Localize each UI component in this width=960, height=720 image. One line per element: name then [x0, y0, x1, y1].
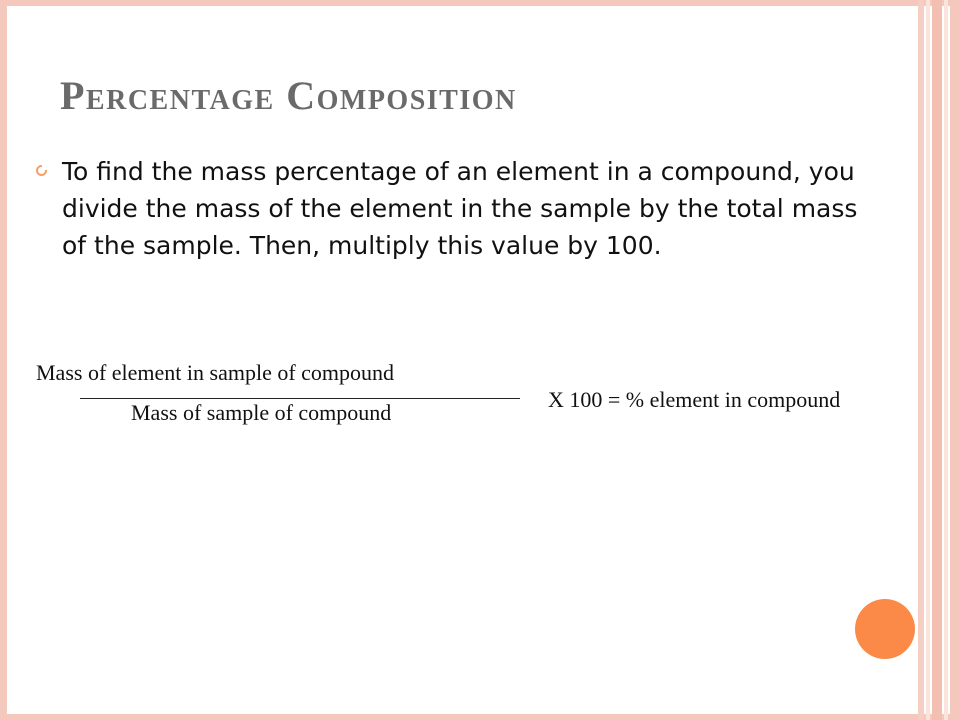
side-stripe — [932, 0, 942, 720]
frame-left-border — [0, 0, 7, 720]
formula-denominator: Mass of sample of compound — [131, 400, 392, 425]
bullet-ring-icon — [36, 165, 47, 176]
fraction-bar — [80, 398, 520, 399]
slide-title: Percentage Composition — [60, 73, 517, 118]
side-stripe — [950, 0, 960, 720]
formula-result: X 100 = % element in compound — [548, 387, 841, 412]
frame-top-border — [0, 0, 960, 6]
side-stripe — [926, 0, 930, 720]
frame-bottom-border — [0, 714, 960, 720]
formula-numerator: Mass of element in sample of compound — [36, 360, 395, 385]
side-stripe — [944, 0, 948, 720]
bullet-item — [36, 153, 876, 264]
side-stripe — [918, 0, 924, 720]
orange-circle-icon — [855, 599, 915, 659]
bullet-text: To find the mass percentage of an element in a compound, you divide the mass of the element in the sample by the total mass of the sample. Then, multiply this value by 100. — [62, 157, 858, 260]
